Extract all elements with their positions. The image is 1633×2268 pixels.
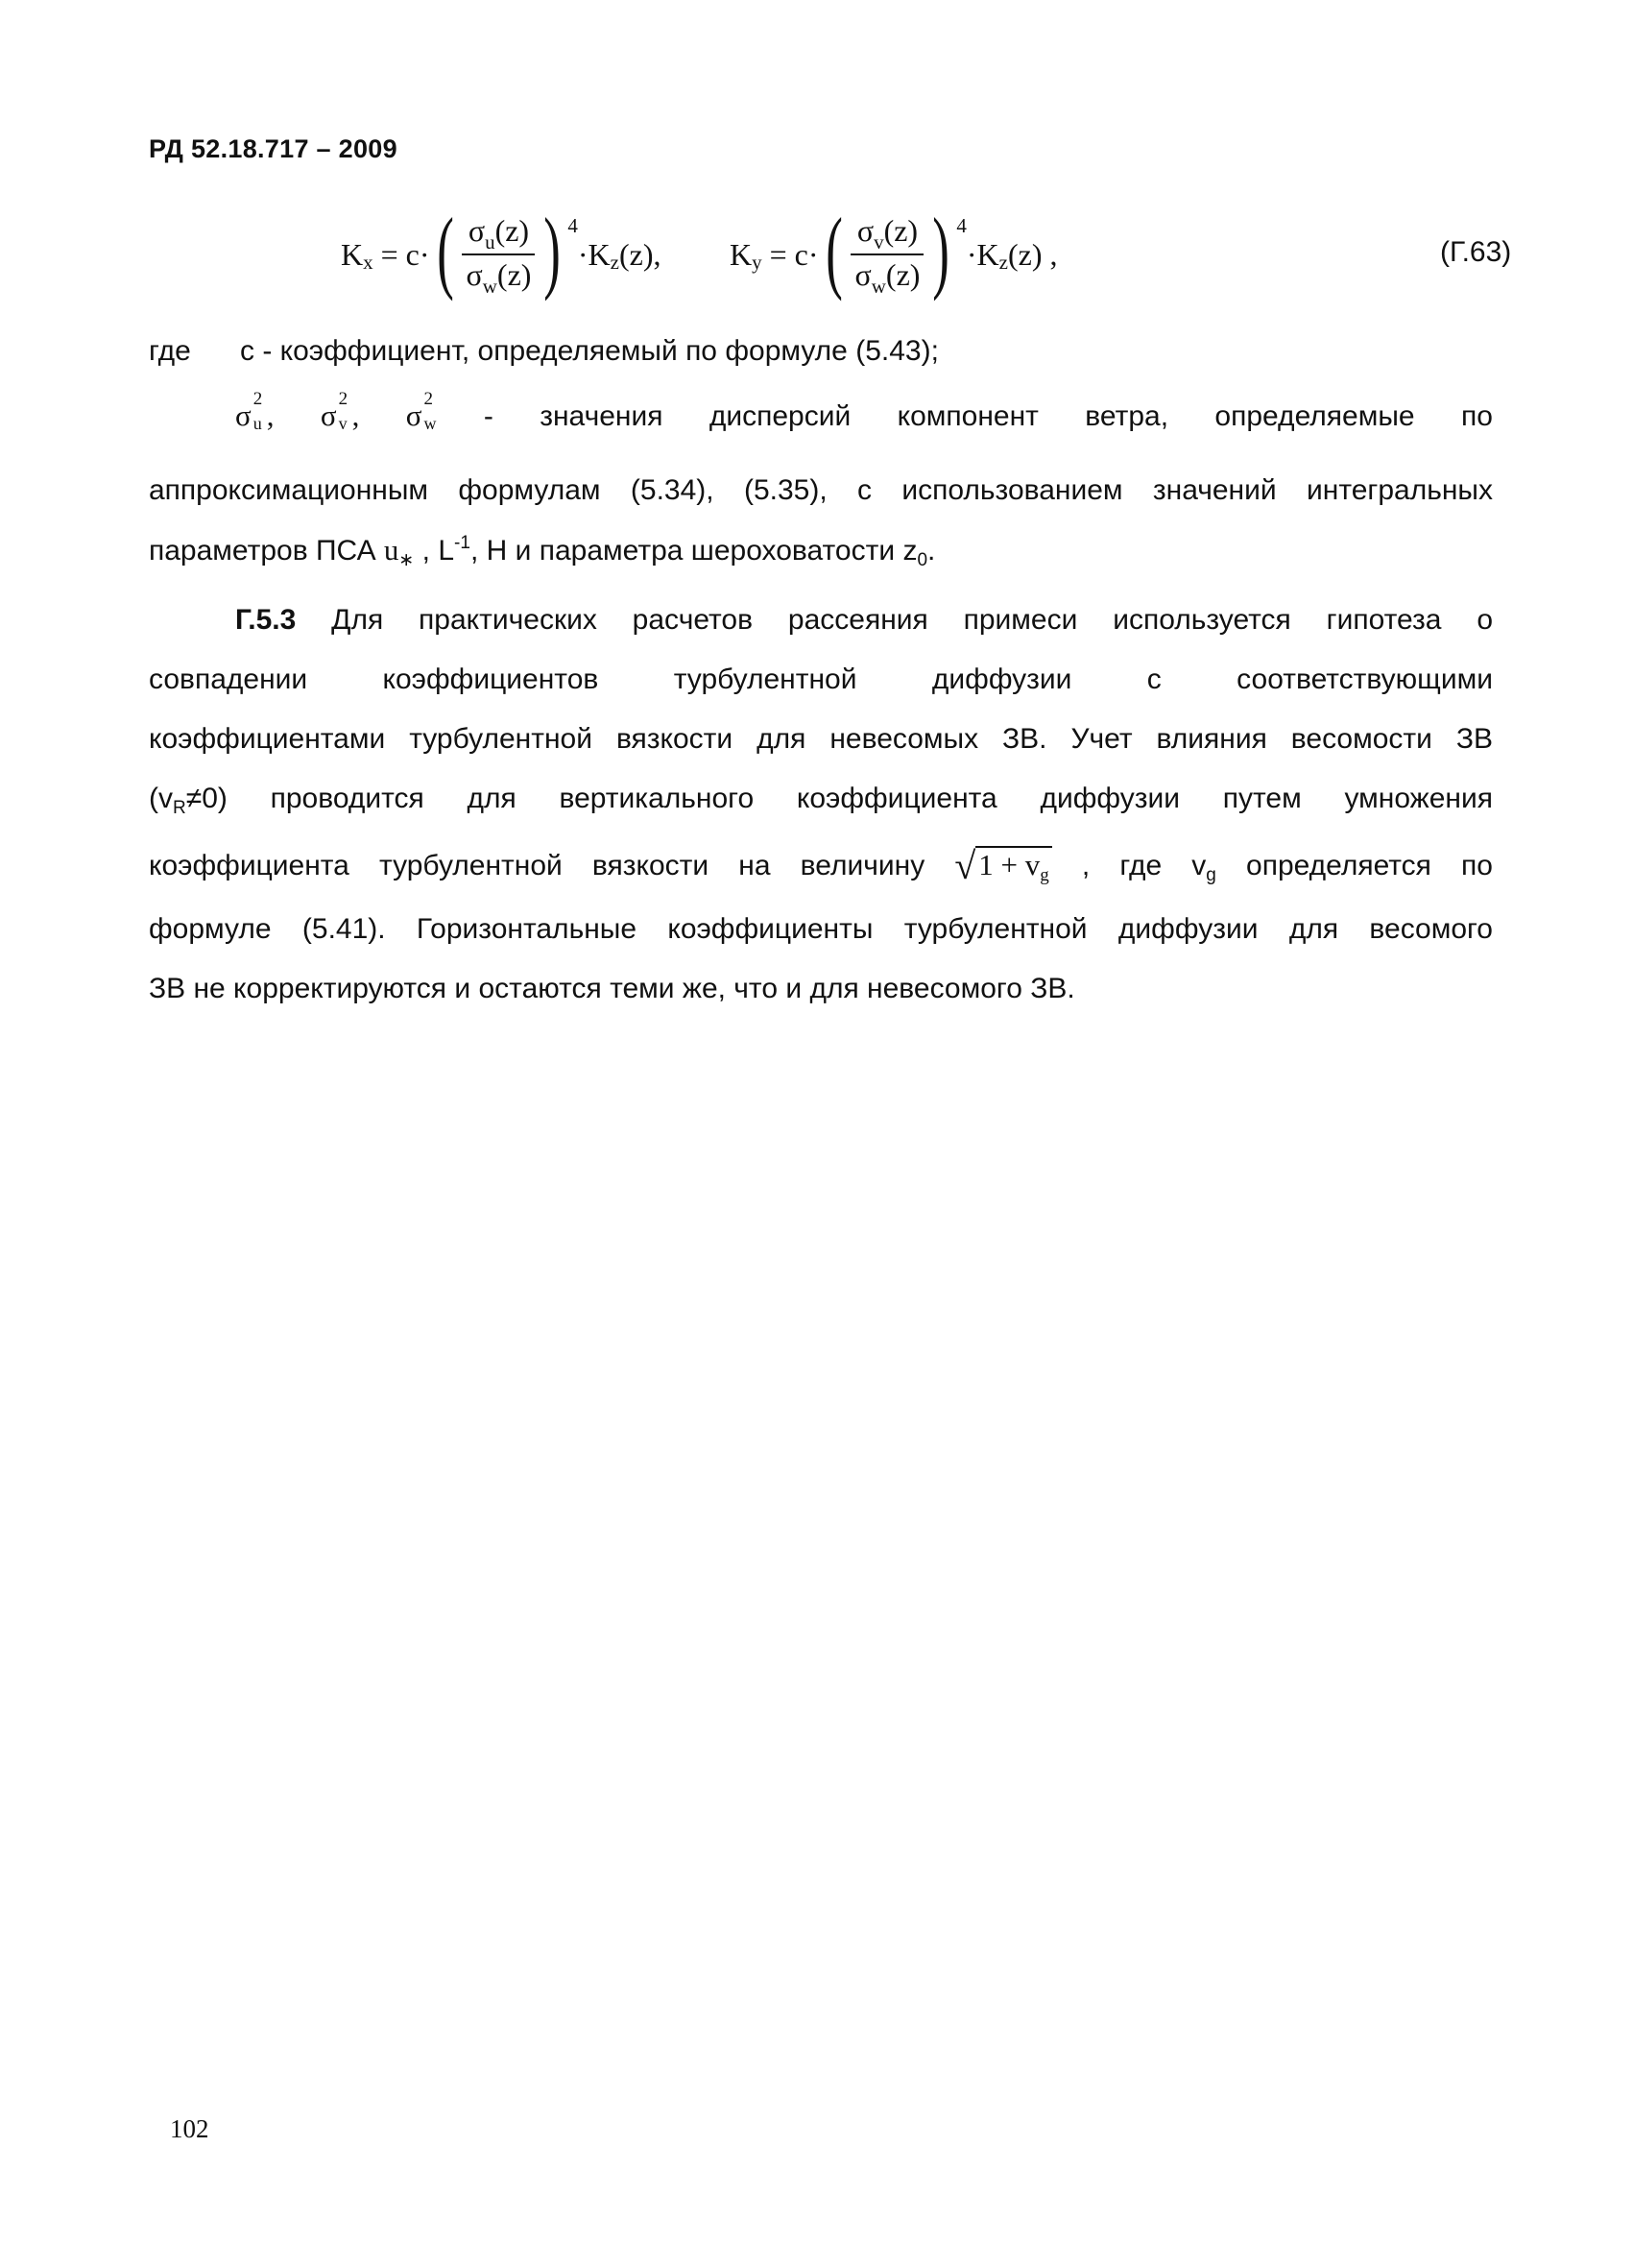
formula-kx-rhs-arg: (z), [618, 236, 661, 272]
formula-ky-power: 4 [956, 213, 967, 237]
paragraph-line: формуле (5.41). Горизонтальные коэффициенты турбулентной диффузии для весомого [149, 913, 1493, 945]
sigma-w-sub: w [423, 413, 437, 433]
formula-kx-rhs: ·K [577, 236, 611, 272]
formula-kx-right-paren: ) [543, 199, 562, 302]
formula-kx-den-sigma: σ [466, 257, 483, 292]
formula-kx-numerator [465, 211, 533, 253]
formula-kx-den-sub: w [482, 275, 497, 298]
formula-ky-rhs-sub: z [998, 250, 1008, 274]
formula-ky [730, 197, 1058, 312]
radicand [975, 846, 1051, 885]
star-subscript: ∗ [398, 550, 415, 570]
r-subscript: R [173, 798, 186, 818]
where-word: где [149, 335, 191, 367]
paragraph-line: коэффициентами турбулентной вязкости для невесомых ЗВ. Учет влияния весомости ЗВ [149, 723, 1493, 755]
where-line [149, 323, 1493, 380]
radicand-sub: g [1040, 865, 1049, 885]
sigma-u-comma: , [266, 398, 275, 432]
minus-one-superscript: -1 [454, 533, 470, 553]
section-number: Г.5.3 [235, 604, 297, 636]
paragraph-line: аппроксимационным формулам (5.34), (5.35), с использованием значений интегральных [149, 474, 1493, 506]
formula-ky-num-sub: v [874, 230, 884, 253]
sigma-word: определяемые [1214, 400, 1415, 432]
radicand-text: 1 + v [978, 848, 1041, 881]
sigma-w-symbol: σ [405, 398, 422, 432]
formula-ky-rhs-arg: (z) , [1007, 236, 1058, 272]
formula-ky-den-sigma: σ [854, 257, 872, 292]
zero-subscript: 0 [917, 550, 928, 570]
sigma-u-sub: u [252, 413, 262, 433]
formula-ky-den-sub: w [871, 275, 886, 298]
formula-kx-left-paren: ( [436, 199, 454, 302]
sigma-v-comma: , [351, 398, 360, 432]
formula-ky-denominator [851, 255, 924, 298]
formula-kx-power: 4 [567, 213, 578, 237]
sigma-w-sup: 2 [423, 388, 433, 409]
sigma-continuation-paragraph [149, 461, 1493, 585]
formula-kx-lhs: K [341, 236, 364, 272]
formula-ky-num-arg: (z) [883, 213, 919, 248]
formula-kx-rhs-sub: z [610, 250, 619, 274]
formula-kx-denominator [462, 255, 535, 298]
formula-ky-fraction [851, 211, 924, 298]
formula-kx [341, 197, 661, 312]
g-subscript: g [1206, 865, 1216, 885]
text-fragment: параметров ПСА [149, 535, 384, 567]
text-fragment: . [927, 535, 936, 567]
text-fragment: , где v [1051, 850, 1207, 881]
document-code-header: РД 52.18.717 – 2009 [149, 134, 397, 163]
formula-ky-num-sigma: σ [856, 213, 875, 248]
formula-ky-right-paren: ) [932, 199, 950, 302]
formula-kx-num-sigma: σ [468, 213, 486, 248]
section-g53-paragraph [149, 591, 1493, 1019]
formula-ky-den-arg: (z) [885, 257, 921, 292]
formula-ky-lhs: K [730, 236, 753, 272]
text-fragment: , H и параметра шероховатости z [469, 535, 918, 567]
sigma-v-squared [320, 388, 360, 433]
sigma-word: по [1460, 400, 1493, 432]
sigma-dash: - [483, 400, 493, 432]
radical-sign: √ [954, 844, 976, 887]
sigma-u-sup: 2 [252, 388, 263, 409]
formula-kx-num-arg: (z) [494, 213, 530, 248]
sigma-u-squared [235, 388, 275, 433]
sigma-word: дисперсий [708, 400, 852, 432]
text-fragment: (v [149, 783, 173, 814]
text-fragment: , L [414, 535, 455, 567]
equation-number: (Г.63) [1440, 236, 1512, 268]
formula-kx-lhs-sub: x [363, 250, 373, 274]
sigma-definition-line [235, 388, 1493, 433]
sigma-v-sup: 2 [338, 388, 348, 409]
paragraph-line [149, 832, 1493, 900]
paragraph-line: ЗВ не корректируются и остаются теми же, что и для невесомого ЗВ. [149, 973, 1075, 1004]
paragraph-line [149, 769, 1493, 832]
formula-kx-fraction [462, 211, 535, 298]
formula-ky-left-paren: ( [825, 199, 843, 302]
paragraph-line [149, 520, 1493, 585]
where-text: с - коэффициент, определяемый по формуле (5.43); [240, 335, 939, 367]
formula-kx-eq: = c· [372, 236, 430, 272]
sigma-word: ветра, [1085, 400, 1169, 432]
text-fragment: коэффициента турбулентной вязкости на величину [149, 850, 955, 881]
paragraph-line: совпадении коэффициентов турбулентной диффузии с соответствующими [149, 664, 1493, 695]
sigma-v-sub: v [338, 413, 348, 433]
sigma-v-symbol: σ [320, 398, 337, 432]
page-number: 102 [170, 2114, 209, 2143]
formula-ky-eq: = c· [761, 236, 819, 272]
text-fragment: ≠0) проводится для вертикального коэффициента диффузии путем умножения [185, 783, 1493, 814]
sigma-w-squared [405, 388, 438, 433]
paragraph-line [149, 591, 1493, 650]
formula-g63 [341, 197, 1493, 312]
formula-ky-rhs: ·K [966, 236, 999, 272]
formula-kx-den-arg: (z) [496, 257, 532, 292]
text-fragment: определяется по [1215, 850, 1493, 881]
text-fragment: Для практических расчетов рассеяния примеси используется гипотеза о [296, 604, 1493, 636]
sigma-word: значения [540, 400, 663, 432]
sqrt-expression [954, 832, 1051, 900]
formula-ky-numerator [853, 211, 922, 253]
formula-ky-lhs-sub: y [752, 250, 762, 274]
formula-kx-num-sub: u [485, 230, 495, 253]
sigma-u-symbol: σ [235, 398, 252, 432]
u-star-symbol: u [383, 533, 399, 567]
sigma-word: компонент [897, 400, 1039, 432]
